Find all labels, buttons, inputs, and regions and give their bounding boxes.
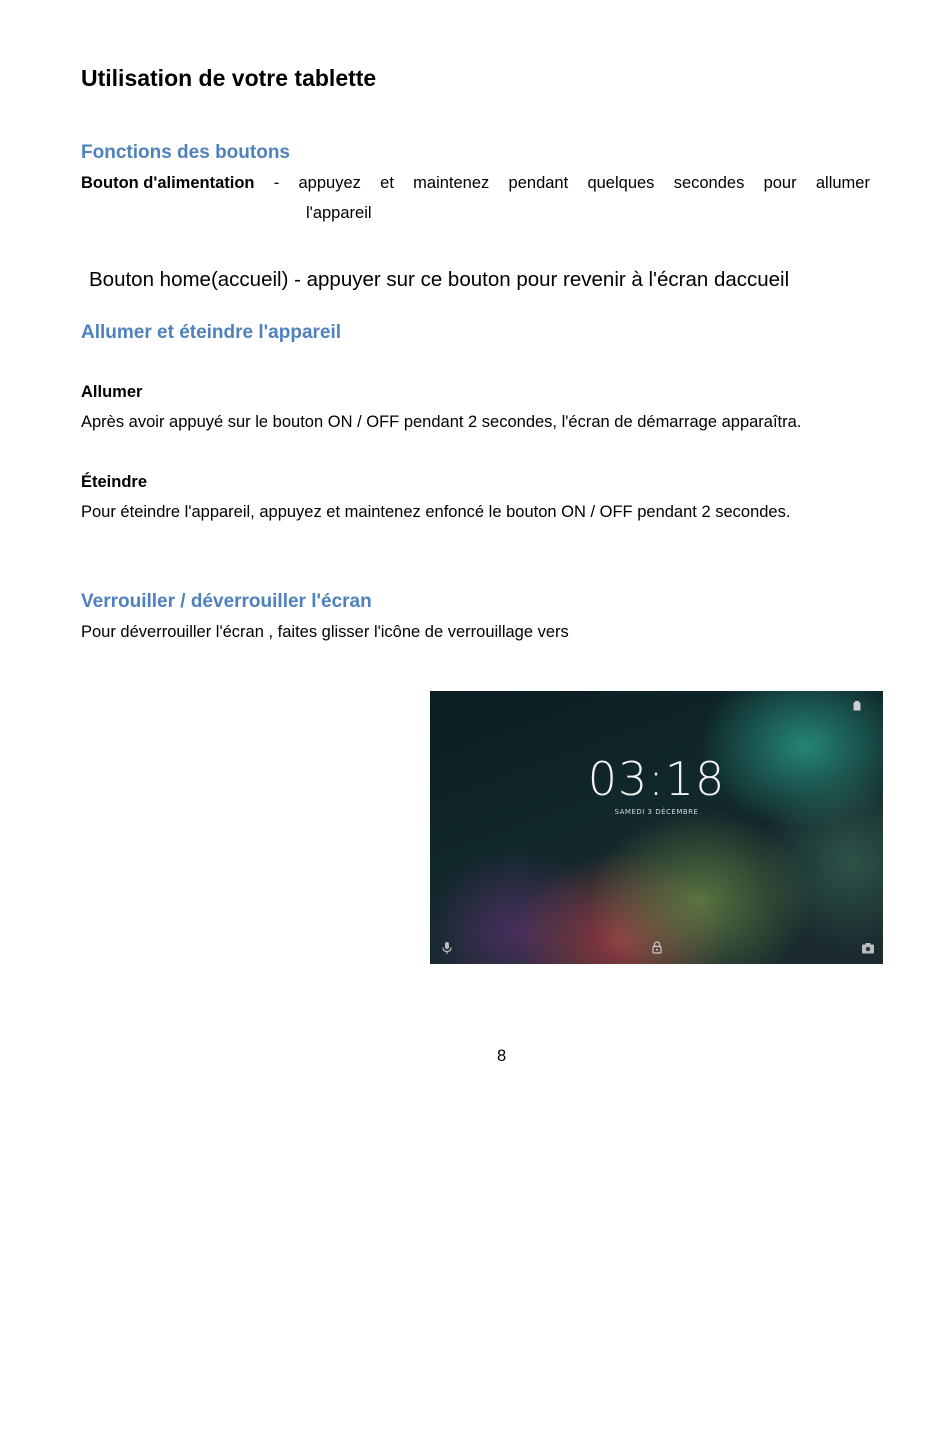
lock-section-heading: Verrouiller / déverrouiller l'écran [81, 591, 372, 612]
power-button-definition [81, 171, 870, 195]
page-title: Utilisation de votre tablette [81, 65, 377, 91]
power-button-label: Bouton d'alimentation [81, 174, 255, 192]
power-word: maintenez [413, 174, 490, 192]
power-word: pendant [508, 174, 569, 192]
power-dash: - [273, 174, 280, 192]
power-word: pour [763, 174, 797, 192]
power-word: et [380, 174, 394, 192]
power-on-text: Après avoir appuyé sur le bouton ON / OFF pendant 2 secondes, l'écran de démarrage apparaîtra. [81, 413, 802, 431]
battery-icon [853, 698, 861, 708]
power-section-heading: Allumer et éteindre l'appareil [81, 322, 342, 343]
camera-icon[interactable] [861, 941, 875, 955]
home-button-definition: Bouton home(accueil) - appuyer sur ce bouton pour revenir à l'écran daccueil [89, 268, 790, 291]
power-word: allumer [815, 174, 870, 192]
page-number: 8 [497, 1047, 507, 1065]
lockscreen-time: 03:18 [587, 752, 726, 806]
power-off-text: Pour éteindre l'appareil, appuyez et maintenez enfoncé le bouton ON / OFF pendant 2 secondes. [81, 503, 791, 521]
lockscreen-date: SAMEDI 3 DÉCEMBRE [614, 808, 699, 816]
lock-icon[interactable] [650, 940, 664, 954]
lock-section-text: Pour déverrouiller l'écran , faites glisser l'icône de verrouillage vers [81, 623, 569, 641]
power-word: quelques [587, 174, 655, 192]
power-on-label: Allumer [81, 383, 143, 401]
lockscreen-image [430, 691, 883, 964]
mic-icon[interactable] [440, 941, 454, 955]
buttons-section-heading: Fonctions des boutons [81, 142, 290, 163]
power-button-continuation: l'appareil [306, 204, 372, 222]
power-off-label: Éteindre [81, 473, 148, 491]
power-word: secondes [673, 174, 745, 192]
power-word: appuyez [298, 174, 361, 192]
